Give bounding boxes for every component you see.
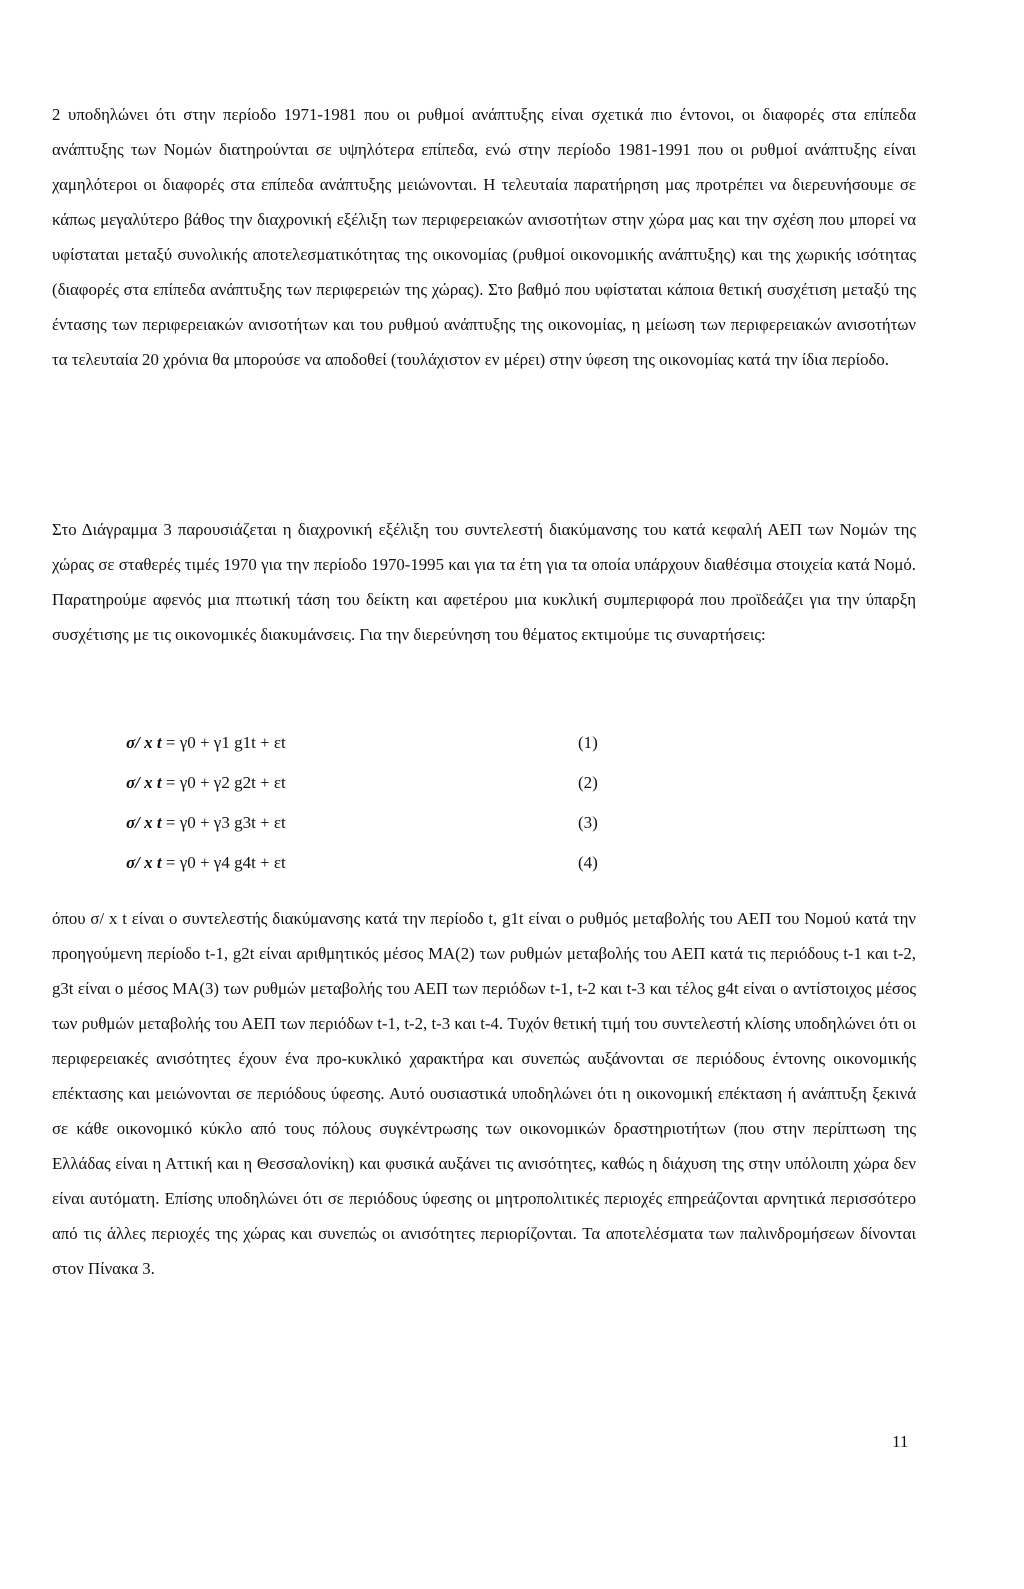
page-number: 11 [892,1432,909,1451]
equation-lhs: σ/ x t [126,813,162,832]
equation-rhs: = γ0 + γ1 g1t + εt [165,733,286,752]
equation-rhs: = γ0 + γ2 g2t + εt [165,773,286,792]
equation-rhs: = γ0 + γ4 g4t + εt [165,853,286,872]
equation-number: (4) [578,853,598,872]
equation-lhs: σ/ x t [126,773,162,792]
equation-1 [126,728,606,758]
equation-3 [126,808,606,838]
equation-2 [126,768,606,798]
equation-rhs: = γ0 + γ3 g3t + εt [165,813,286,832]
equation-number: (3) [578,813,598,832]
equation-4 [126,848,606,878]
equation-lhs: σ/ x t [126,853,162,872]
equation-number: (2) [578,773,598,792]
paragraph-variable-definitions: όπου σ/ x t είναι ο συντελεστής διακύμανσης κατά την περίοδο t, g1t είναι ο ρυθμός μεταβολής του ΑΕΠ του Νομού κατά την προηγούμενη περίοδο t-1, g2t είναι αριθμητικός μέσος ΜΑ(2) των ρυθμών μεταβολής του ΑΕΠ κατά τις περιόδους t-1 και t-2, g3t είναι ο μέσος ΜΑ(3) των ρυθμών μεταβολής του ΑΕΠ των περιόδων t-1, t-2 και t-3 και τέλος g4t είναι ο αντίστοιχος μέσος των ρυθμών μεταβολής του ΑΕΠ των περιόδων t-1, t-2, t-3 και t-4. Τυχόν θετική τιμή του συντελεστή κλίσης υποδηλώνει ότι οι περιφερειακές ανισότητες έχουν ένα προ-κυκλικό χαρακτήρα και συνεπώς αυξάνονται σε περιόδους έντονης οικονομικής επέκτασης και μειώνονται σε περιόδους ύφεσης. Αυτό ουσιαστικά υποδηλώνει ότι η οικονομική επέκταση ή ανάπτυξη ξεκινά σε κάθε οικονομικό κύκλο από τους πόλους συγκέντρωσης των οικονομικών δραστηριοτήτων (που στην περίπτωση της Ελλάδας είναι η Αττική και η Θεσσαλονίκη) και φυσικά αυξάνει τις ανισότητες, καθώς η διάχυση της στην υπόλοιπη χώρα δεν είναι αυτόματη. Επίσης υποδηλώνει ότι σε περιόδους ύφεσης οι μητροπολιτικές περιοχές επηρεάζονται αρνητικά περισσότερο από τις άλλες περιοχές της χώρας και συνεπώς οι ανισότητες περιορίζονται. Τα αποτελέσματα των παλινδρομήσεων δίνονται στον Πίνακα 3. [52,909,916,1278]
paragraph-regional-inequality: 2 υποδηλώνει ότι στην περίοδο 1971-1981 που οι ρυθμοί ανάπτυξης είναι σχετικά πιο έντονοι, οι διαφορές στα επίπεδα ανάπτυξης των Νομών διατηρούνται σε υψηλότερα επίπεδα, ενώ στην περίοδο 1981-1991 που οι ρυθμοί ανάπτυξης είναι χαμηλότεροι οι διαφορές στα επίπεδα ανάπτυξης μειώνονται. Η τελευταία παρατήρηση μας προτρέπει να διερευνήσουμε σε κάπως μεγαλύτερο βάθος την διαχρονική εξέλιξη των περιφερειακών ανισοτήτων στην χώρα μας και την σχέση που μπορεί να υφίσταται μεταξύ συνολικής αποτελεσματικότητας της οικονομίας (ρυθμοί οικονομικής ανάπτυξης) και της χωρικής ισότητας (διαφορές στα επίπεδα ανάπτυξης των περιφερειών της χώρας). Στο βαθμό που υφίσταται κάποια θετική συσχέτιση μεταξύ της έντασης των περιφερειακών ανισοτήτων και του ρυθμού ανάπτυξης της οικονομίας, η μείωση των περιφερειακών ανισοτήτων τα τελευταία 20 χρόνια θα μπορούσε να αποδοθεί (τουλάχιστον εν μέρει) στην ύφεση της οικονομίας κατά την ίδια περίοδο. [52,105,916,369]
equation-number: (1) [578,733,598,752]
equation-lhs: σ/ x t [126,733,162,752]
paragraph-diagram-3: Στο Διάγραμμα 3 παρουσιάζεται η διαχρονική εξέλιξη του συντελεστή διακύμανσης του κατά κεφαλή ΑΕΠ των Νομών της χώρας σε σταθερές τιμές 1970 για την περίοδο 1970-1995 και για τα έτη για τα οποία υπάρχουν διαθέσιμα στοιχεία κατά Νομό. Παρατηρούμε αφενός μια πτωτική τάση του δείκτη και αφετέρου μια κυκλική συμπεριφορά που προϊδεάζει για την ύπαρξη συσχέτισης με τις οικονομικές διακυμάνσεις. Για την διερεύνηση του θέματος εκτιμούμε τις συναρτήσεις: [52,520,916,644]
